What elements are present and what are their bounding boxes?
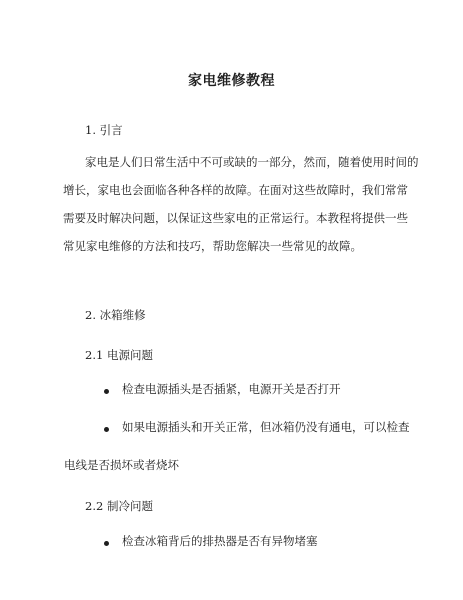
intro-line: 增长，家电也会面临各种各样的故障。在面对这些故障时，我们常常 (63, 183, 408, 197)
intro-paragraph (63, 148, 419, 260)
bullet-icon (104, 427, 109, 432)
bullet-item: 如果电源插头和开关正常，但冰箱仍没有通电，可以检查 (122, 420, 410, 434)
subsection-heading-power: 2.1 电源问题 (85, 348, 153, 362)
section-heading-fridge: 2. 冰箱维修 (85, 308, 146, 322)
section-heading-intro: 1. 引言 (85, 123, 123, 137)
bullet-continuation: 电线是否损坏或者烧坏 (64, 458, 179, 472)
intro-line: 需要及时解决问题，以保证这些家电的正常运行。本教程将提供一些 (63, 211, 408, 225)
bullet-icon (104, 389, 109, 394)
document-title: 家电维修教程 (188, 73, 275, 89)
bullet-icon (104, 541, 109, 546)
bullet-item: 检查冰箱背后的排热器是否有异物堵塞 (122, 534, 318, 548)
subsection-heading-cooling: 2.2 制冷问题 (85, 499, 153, 513)
intro-line: 常见家电维修的方法和技巧，帮助您解决一些常见的故障。 (63, 239, 362, 253)
intro-line: 家电是人们日常生活中不可或缺的一部分，然而，随着使用时间的 (85, 155, 419, 169)
bullet-item: 检查电源插头是否插紧，电源开关是否打开 (122, 382, 341, 396)
